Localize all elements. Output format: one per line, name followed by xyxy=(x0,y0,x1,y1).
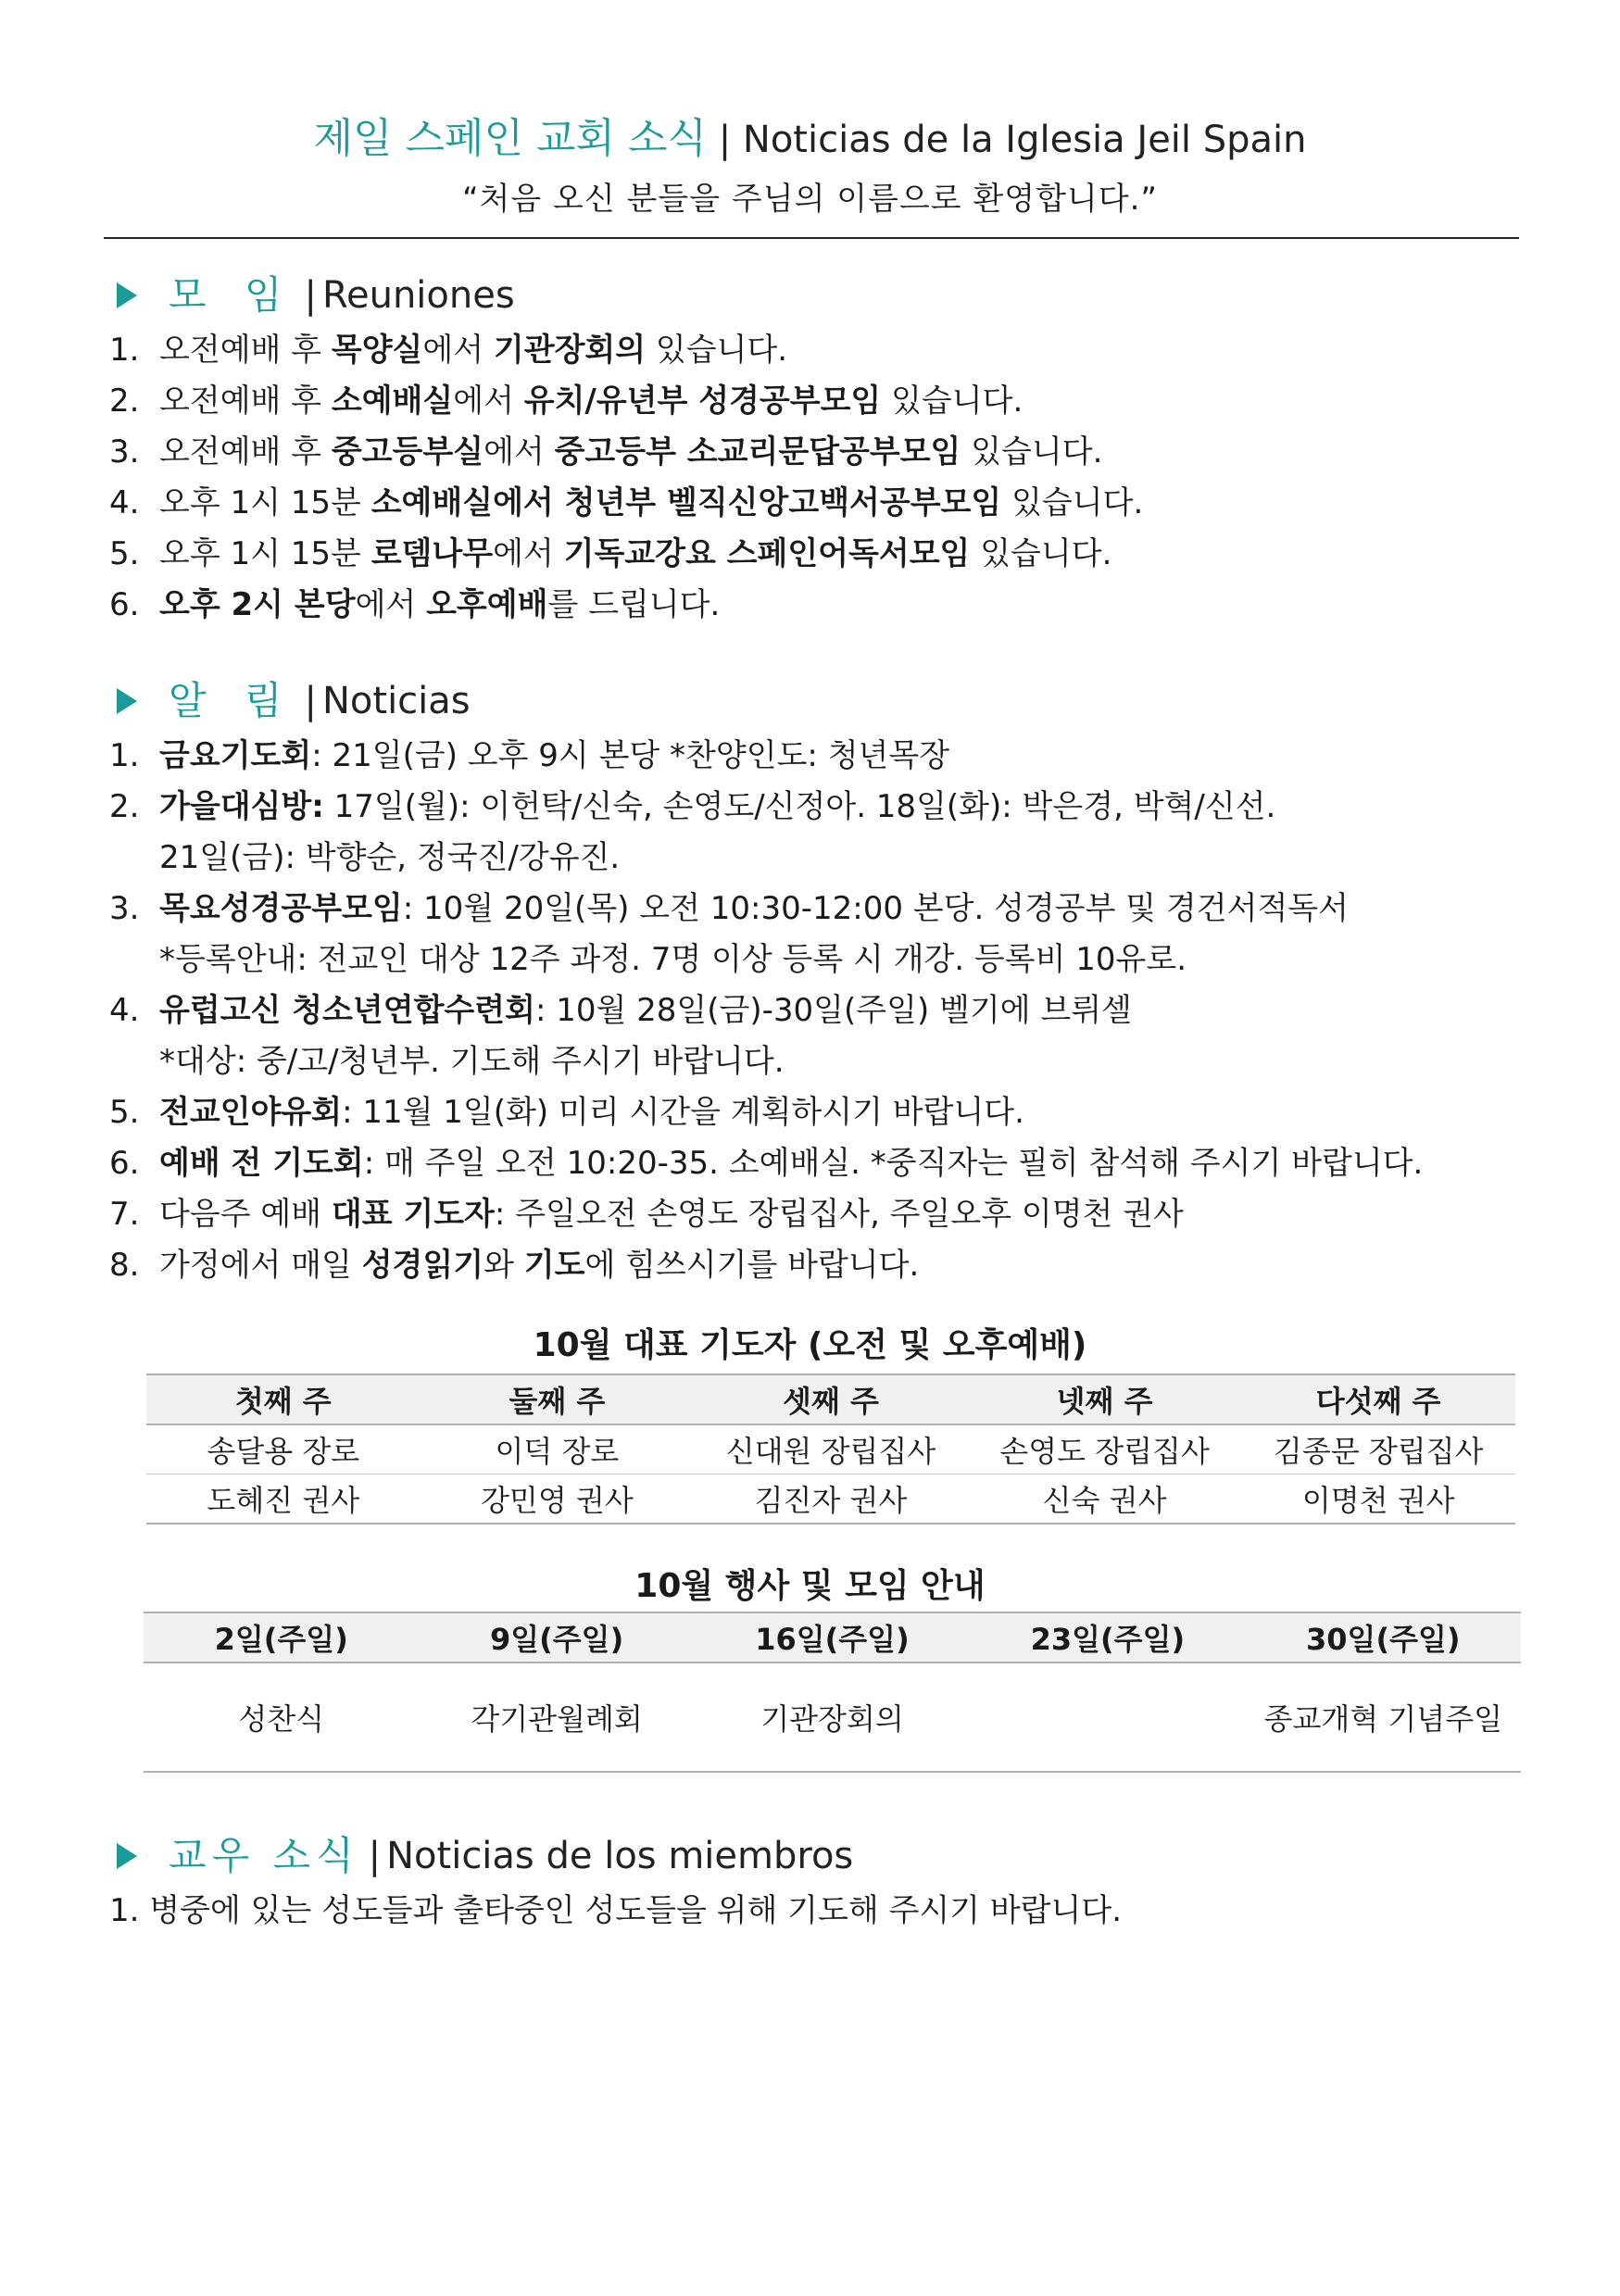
table-row xyxy=(146,1424,1515,1474)
prayer-table-title: 10월 대표 기도자 (오전 및 오후예배) xyxy=(533,1326,1087,1364)
bold-text: 성경읽기 xyxy=(361,1247,484,1284)
bold-text: 로뎀나무 xyxy=(370,535,494,572)
table-cell: 이명천 권사 xyxy=(1241,1474,1515,1524)
page-title xyxy=(0,109,1620,169)
triangle-bullet-icon xyxy=(117,282,137,308)
table-cell: 성찬식 xyxy=(144,1662,419,1772)
table-header-cell: 16일(주일) xyxy=(695,1612,970,1662)
list-item xyxy=(104,1189,1549,1240)
item-text xyxy=(159,427,1549,478)
text-run: 17일(월): 이헌탁/신숙, 손영도/신정아. 18일(화): 박은경, 박혁/신선. xyxy=(323,788,1276,825)
bold-text: 가을대심방: xyxy=(159,788,324,825)
item-line xyxy=(159,985,1549,1036)
item-number: 7. xyxy=(109,1196,140,1233)
bold-text: 오후예배 xyxy=(426,586,548,623)
reuniones-list xyxy=(104,325,1549,631)
table-row xyxy=(144,1662,1521,1772)
bold-text: 금요기도회 xyxy=(159,737,312,774)
text-run: 가정에서 매일 xyxy=(159,1247,362,1284)
bold-text: 중고등부실 xyxy=(331,433,484,470)
item-text xyxy=(159,580,1549,631)
table-row xyxy=(146,1474,1515,1524)
text-run: 있습니다. xyxy=(961,433,1103,470)
table-header-cell: 넷째 주 xyxy=(968,1374,1242,1424)
section-title-spanish: Reuniones xyxy=(321,274,515,317)
bold-text: 목양실 xyxy=(331,332,423,369)
item-line xyxy=(159,833,1549,884)
text-run: : 10월 20일(목) 오전 10:30-12:00 본당. 성경공부 및 경건서적독서 xyxy=(402,890,1349,927)
table-cell: 이덕 장로 xyxy=(421,1424,695,1474)
table-cell: 김종문 장립집사 xyxy=(1241,1424,1515,1474)
text-run: 에서 xyxy=(483,433,555,470)
table-header-cell: 9일(주일) xyxy=(419,1612,694,1662)
prayer-table-header-row xyxy=(146,1374,1515,1424)
section-heading-noticias xyxy=(104,671,1549,731)
header-divider xyxy=(104,237,1519,239)
list-item xyxy=(104,1087,1549,1138)
item-line xyxy=(159,1087,1549,1138)
item-number: 1. xyxy=(109,737,140,774)
table-cell: 각기관월례회 xyxy=(419,1662,694,1772)
item-line xyxy=(159,731,1549,782)
section-heading-reuniones xyxy=(104,266,1549,325)
item-line xyxy=(159,1240,1549,1291)
item-number: 2. xyxy=(109,383,140,420)
bold-text: 기도 xyxy=(523,1247,585,1284)
triangle-bullet-icon xyxy=(117,688,137,714)
title-spanish: Noticias de la Iglesia Jeil Spain xyxy=(742,119,1307,161)
table-cell: 김진자 권사 xyxy=(694,1474,968,1524)
title-korean: 제일 스페인 교회 소식 xyxy=(313,115,707,162)
text-run: 오전예배 후 xyxy=(159,433,332,470)
table-cell: 강민영 권사 xyxy=(421,1474,695,1524)
welcome-subtitle: “처음 오신 분들을 주님의 이름으로 환영합니다.” xyxy=(461,181,1159,218)
prayer-table xyxy=(146,1374,1515,1524)
item-number: 4. xyxy=(109,484,140,521)
section-title-korean: 알 림 xyxy=(169,678,295,723)
section-title-separator: | xyxy=(304,680,317,722)
title-separator: | xyxy=(718,119,732,161)
list-item xyxy=(104,580,1549,631)
text-run: 에서 xyxy=(355,586,427,623)
table-cell: 송달용 장로 xyxy=(146,1424,421,1474)
bulletin-header xyxy=(0,109,1620,227)
table-header-cell: 23일(주일) xyxy=(970,1612,1245,1662)
table-cell xyxy=(970,1662,1245,1772)
bold-text: 소예배실에서 청년부 벨직신앙고백서공부모임 xyxy=(370,484,1002,521)
table-cell: 기관장회의 xyxy=(695,1662,970,1772)
bold-text: 기독교강요 스페인어독서모임 xyxy=(563,535,971,572)
section-reuniones xyxy=(104,266,1549,631)
list-item xyxy=(104,376,1549,427)
item-number: 3. xyxy=(109,890,140,927)
item-text xyxy=(159,325,1549,376)
item-number: 5. xyxy=(109,535,140,572)
item-number: 3. xyxy=(109,433,140,470)
text-run: 를 드립니다. xyxy=(547,586,721,623)
bold-text: 유치/유년부 성경공부모임 xyxy=(523,383,882,420)
section-title-korean: 모 임 xyxy=(169,272,295,318)
item-line xyxy=(159,1189,1549,1240)
item-number: 6. xyxy=(109,586,140,623)
text-run: 오전예배 후 xyxy=(159,332,332,369)
item-line xyxy=(159,1036,1549,1087)
item-number: 5. xyxy=(109,1094,140,1131)
list-item xyxy=(104,1138,1549,1189)
text-run: 에서 xyxy=(453,383,524,420)
list-item xyxy=(104,782,1549,884)
bold-text: 목요성경공부모임 xyxy=(159,890,403,927)
section-title-separator: | xyxy=(304,274,317,317)
item-number: 1. xyxy=(109,332,140,369)
text-run: *대상: 중/고/청년부. 기도해 주시기 바랍니다. xyxy=(159,1043,785,1080)
events-table-header-row xyxy=(144,1612,1521,1662)
bold-text: 예배 전 기도회 xyxy=(159,1145,364,1182)
item-line xyxy=(159,1138,1549,1189)
text-run: 와 xyxy=(483,1247,524,1284)
list-item xyxy=(104,427,1549,478)
table-header-cell: 다섯째 주 xyxy=(1241,1374,1515,1424)
events-table xyxy=(144,1612,1521,1773)
text-run: 에 힘쓰시기를 바랍니다. xyxy=(584,1247,920,1284)
bold-text: 오후 2시 본당 xyxy=(159,586,356,623)
item-number: 8. xyxy=(109,1247,140,1284)
table-cell: 손영도 장립집사 xyxy=(968,1424,1242,1474)
bold-text: 중고등부 소교리문답공부모임 xyxy=(554,433,961,470)
table-header-cell: 둘째 주 xyxy=(421,1374,695,1424)
text-run: 다음주 예배 xyxy=(159,1196,332,1233)
table-cell: 신대원 장립집사 xyxy=(694,1424,968,1474)
members-list xyxy=(104,1886,1549,1937)
item-line xyxy=(159,782,1549,833)
section-title-spanish: Noticias xyxy=(321,680,471,722)
table-header-cell: 첫째 주 xyxy=(146,1374,421,1424)
text-run: 에서 xyxy=(422,332,494,369)
text-run: 있습니다. xyxy=(1001,484,1144,521)
item-number: 1. xyxy=(109,1892,140,1929)
text-run: 있습니다. xyxy=(881,383,1023,420)
list-item xyxy=(104,325,1549,376)
bold-text: 전교인야유회 xyxy=(159,1094,343,1131)
bold-text: 유럽고신 청소년연합수련회 xyxy=(159,992,535,1029)
list-item xyxy=(104,985,1549,1087)
item-number: 2. xyxy=(109,788,140,825)
text-run: 에서 xyxy=(493,535,564,572)
text-run: 오후 1시 15분 xyxy=(159,484,371,521)
table-cell: 신숙 권사 xyxy=(968,1474,1242,1524)
triangle-bullet-icon xyxy=(117,1843,137,1869)
list-item xyxy=(104,884,1549,985)
text-run: 있습니다. xyxy=(646,332,788,369)
table-cell: 도혜진 권사 xyxy=(146,1474,421,1524)
text-run: 오후 1시 15분 xyxy=(159,535,371,572)
table-header-cell: 2일(주일) xyxy=(144,1612,419,1662)
item-number: 6. xyxy=(109,1145,140,1182)
section-title-spanish: Noticias de los miembros xyxy=(386,1835,854,1877)
text-run: : 10월 28일(금)-30일(주일) 벨기에 브뤼셀 xyxy=(534,992,1132,1029)
text-run: : 11월 1일(화) 미리 시간을 계획하시기 바랍니다. xyxy=(342,1094,1024,1131)
section-noticias xyxy=(104,671,1549,1291)
item-text xyxy=(159,529,1549,580)
section-title-separator: | xyxy=(368,1835,382,1877)
item-text: 병중에 있는 성도들과 출타중인 성도들을 위해 기도해 주시기 바랍니다. xyxy=(139,1892,1123,1929)
text-run: : 21일(금) 오후 9시 본당 *찬양인도: 청년목장 xyxy=(311,737,950,774)
item-number: 4. xyxy=(109,992,140,1029)
text-run: *등록안내: 전교인 대상 12주 과정. 7명 이상 등록 시 개강. 등록비 10유로. xyxy=(159,941,1187,978)
text-run: 오전예배 후 xyxy=(159,383,332,420)
list-item xyxy=(104,1886,1549,1937)
events-table-title: 10월 행사 및 모임 안내 xyxy=(634,1567,986,1605)
item-text xyxy=(159,478,1549,529)
bold-text: 대표 기도자 xyxy=(331,1196,495,1233)
item-line xyxy=(159,884,1549,935)
list-item xyxy=(104,478,1549,529)
bold-text: 기관장회의 xyxy=(493,332,647,369)
text-run: 있습니다. xyxy=(970,535,1112,572)
list-item xyxy=(104,1240,1549,1291)
table-header-cell: 셋째 주 xyxy=(694,1374,968,1424)
table-cell: 종교개혁 기념주일 xyxy=(1246,1662,1521,1772)
bold-text: 소예배실 xyxy=(331,383,454,420)
list-item xyxy=(104,731,1549,782)
section-heading-members xyxy=(104,1826,1549,1886)
text-run: 21일(금): 박향순, 정국진/강유진. xyxy=(159,839,621,876)
text-run: : 주일오전 손영도 장립집사, 주일오후 이명천 권사 xyxy=(494,1196,1184,1233)
section-title-korean: 교우 소식 xyxy=(169,1833,359,1878)
section-members xyxy=(104,1826,1549,1937)
list-item xyxy=(104,529,1549,580)
item-line xyxy=(159,935,1549,985)
item-text xyxy=(159,376,1549,427)
noticias-list xyxy=(104,731,1549,1291)
table-header-cell: 30일(주일) xyxy=(1246,1612,1521,1662)
text-run: : 매 주일 오전 10:20-35. 소예배실. *중직자는 필히 참석해 주시기 바랍니다. xyxy=(363,1145,1424,1182)
